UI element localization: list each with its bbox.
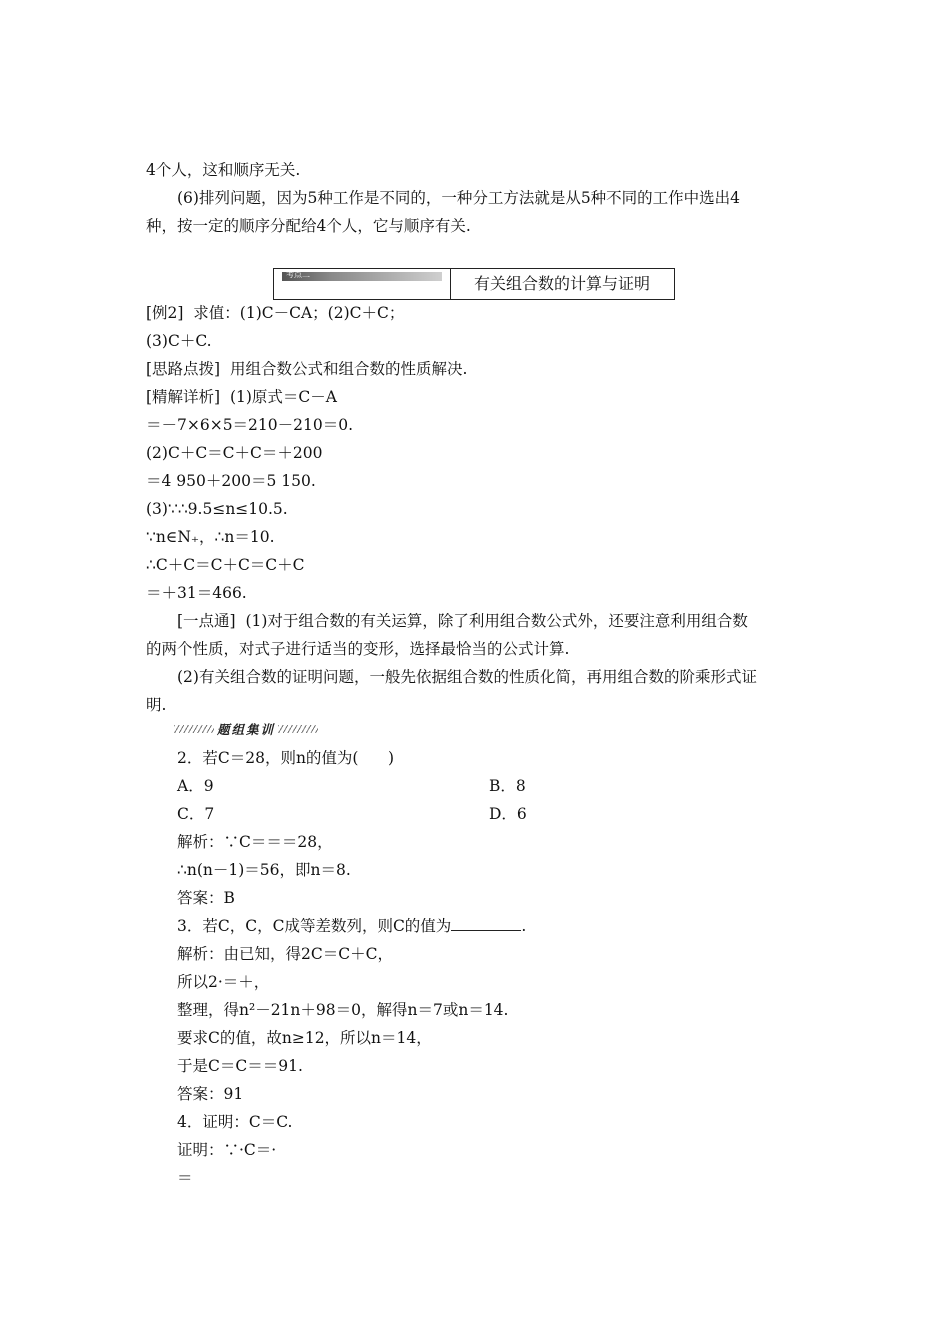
solution-line: ＝＋31＝466. bbox=[146, 584, 247, 602]
question-2: 2．若C＝28，则n的值为( ) bbox=[177, 749, 395, 767]
proof-line: 证明：∵·C＝· bbox=[177, 1141, 277, 1159]
banner-title: 题组集训 bbox=[217, 722, 276, 737]
example-line: [例2] 求值：(1)C－CA；(2)C＋C； bbox=[146, 304, 405, 322]
analysis-line: ∴n(n－1)＝56，即n＝8. bbox=[177, 861, 351, 879]
banner-hatch-left bbox=[174, 725, 214, 733]
solution-line: ∵n∈N₊，∴n＝10. bbox=[146, 528, 275, 546]
solution-line: ∴C＋C＝C＋C＝C＋C bbox=[146, 556, 305, 574]
exercise-banner bbox=[174, 721, 318, 737]
question-3 bbox=[177, 916, 526, 936]
tip-line: 明. bbox=[146, 696, 167, 714]
option-d: D．6 bbox=[489, 805, 527, 823]
option-a: A．9 bbox=[177, 777, 214, 795]
text-line: 4个人，这和顺序无关. bbox=[146, 161, 301, 179]
analysis-line: 解析：由已知，得2C＝C＋C， bbox=[177, 945, 393, 963]
option-b: B．8 bbox=[489, 777, 526, 795]
section-header bbox=[273, 268, 675, 300]
option-c: C．7 bbox=[177, 805, 215, 823]
solution-line: ＝4 950＋200＝5 150. bbox=[146, 472, 316, 490]
question-3-text: 3．若C，C，C成等差数列，则C的值为 bbox=[177, 917, 452, 935]
analysis-line: 解析：∵C＝＝＝28， bbox=[177, 833, 333, 851]
question-4: 4．证明：C＝C. bbox=[177, 1113, 293, 1131]
question-3-end: . bbox=[521, 917, 527, 935]
tip-line: 的两个性质，对式子进行适当的变形，选择最恰当的公式计算. bbox=[146, 640, 570, 658]
answer-line: 答案：91 bbox=[177, 1085, 244, 1103]
analysis-line: 整理，得n²－21n＋98＝0，解得n＝7或n＝14. bbox=[177, 1001, 509, 1019]
banner-hatch-right bbox=[278, 725, 318, 733]
proof-line: ＝ bbox=[177, 1169, 193, 1187]
answer-line: 答案：B bbox=[177, 889, 235, 907]
tip-line: (2)有关组合数的证明问题，一般先依据组合数的性质化简，再用组合数的阶乘形式证 bbox=[177, 668, 757, 686]
solution-line: (2)C＋C＝C＋C＝＋200 bbox=[146, 444, 323, 462]
solution-line: [精解详析] (1)原式＝C－A bbox=[146, 388, 337, 406]
text-line: 种，按一定的顺序分配给4个人，它与顺序有关. bbox=[146, 217, 471, 235]
example-line: (3)C＋C. bbox=[146, 332, 212, 350]
solution-line: ＝－7×6×5＝210－210＝0. bbox=[146, 416, 354, 434]
solution-line: (3)∵∴9.5≤n≤10.5. bbox=[146, 500, 288, 518]
section-tag-bar bbox=[282, 272, 442, 281]
tip-line: [一点通] (1)对于组合数的有关运算，除了利用组合数公式外，还要注意利用组合数 bbox=[177, 612, 748, 630]
hint-line: [思路点拨] 用组合数公式和组合数的性质解决. bbox=[146, 360, 468, 378]
section-tag-label: 考点二 bbox=[286, 270, 310, 279]
section-tag-cell bbox=[274, 269, 451, 299]
answer-blank bbox=[451, 916, 521, 931]
section-title: 有关组合数的计算与证明 bbox=[473, 274, 650, 293]
analysis-line: 于是C＝C＝＝91. bbox=[177, 1057, 303, 1075]
text-line: (6)排列问题，因为5种工作是不同的，一种分工方法就是从5种不同的工作中选出4 bbox=[177, 189, 741, 207]
analysis-line: 要求C的值，故n≥12，所以n＝14， bbox=[177, 1029, 432, 1047]
analysis-line: 所以2·＝＋， bbox=[177, 973, 270, 991]
